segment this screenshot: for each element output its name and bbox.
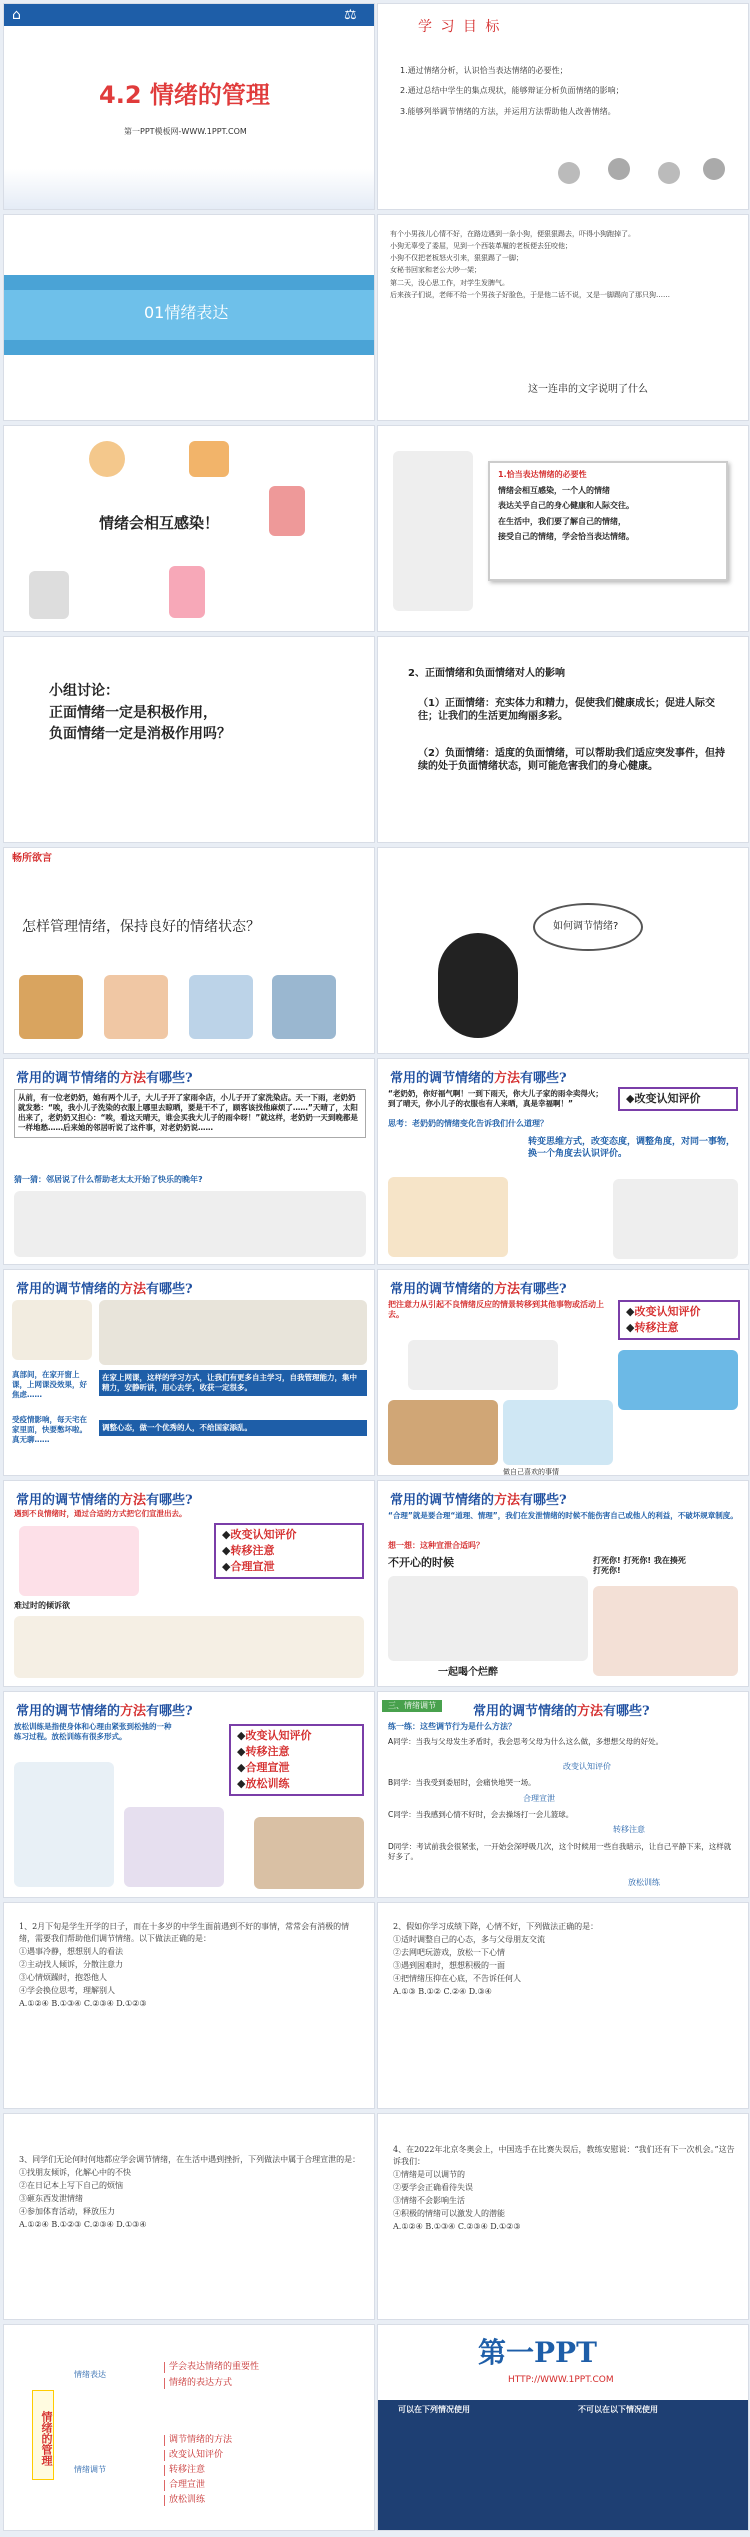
talking-image: [14, 1616, 364, 1678]
goal-1: 1.通过情绪分析，认识恰当表达情绪的必要性；: [400, 66, 568, 75]
dog-photo: [19, 975, 83, 1039]
practice-item-d: D同学：考试前我会很紧张，一开始会深呼吸几次，这个时候用一些自我暗示，让自己平静下来，这样就好多了。: [388, 1842, 732, 1861]
quiz4-choices: A.①②④ B.①③④ C.②③④ D.①②③: [393, 2222, 521, 2231]
yoga-image: [124, 1807, 224, 1887]
guess-question: 猜一猜：邻居说了什么帮助老太太开始了快乐的晚年?: [14, 1175, 203, 1184]
method-box: ◆ 改变认知评价: [618, 1087, 738, 1111]
story-item-2: 小狗无辜受了委屈，见到一个西装革履的老板便去狂咬他；: [390, 242, 572, 251]
man-image: [269, 486, 305, 536]
answer-a: 改变认知评价: [563, 1762, 611, 1771]
slide-summary: [3, 2324, 375, 2531]
quiz1-option-2: ②主动找人倾诉，分散注意力: [19, 1960, 123, 1969]
section-title: 01情绪表达: [144, 303, 229, 322]
breathing-image: [14, 1762, 114, 1887]
slide-reasonable-venting: [377, 1480, 749, 1687]
slide-brand: [377, 2324, 749, 2531]
story-item-4: 女秘书回家和老公大吵一架；: [390, 266, 481, 275]
girl-photo: [189, 975, 253, 1039]
quiz3-option-4: ④参加体育活动，释放压力: [19, 2207, 115, 2216]
methods-header: 常用的调节情绪的方法有哪些?: [473, 1704, 650, 1719]
slide-story: [377, 214, 749, 421]
quiz2-option-1: ①适时调整自己的心态，多与父母朋友交流: [393, 1935, 545, 1944]
slide-quiz-1: [3, 1902, 375, 2109]
beach-image: [618, 1350, 738, 1410]
reasonable-think: 想一想：这种宣泄合适吗？: [388, 1541, 484, 1550]
leaf-expression-2: 情绪的表达方式: [164, 2378, 232, 2389]
goal-2: 2.通过总结中学生的集点现状，能够辩证分析负面情绪的影响；: [400, 86, 624, 96]
slide-practice: [377, 1691, 749, 1898]
drunk-text: 一起喝个烂醉: [438, 1667, 498, 1678]
story-item-3: 小狗不仅把老板怒火引来，狠狠踢了一脚；: [390, 254, 523, 263]
adjust-mindset: 调整心态，做一个优秀的人，不给国家添乱。: [99, 1420, 367, 1436]
answer-b: 合理宣泄: [523, 1794, 555, 1803]
impact-heading: 2、正面情绪和负面情绪对人的影响: [408, 668, 565, 679]
boy-image: [89, 441, 125, 477]
practice-item-a: A同学：当我与父母发生矛盾时，我会思考父母为什么这么做，多想想父母的好处。: [388, 1737, 664, 1746]
methods-header: 常用的调节情绪的方法有哪些?: [16, 1493, 193, 1508]
dog-image: [189, 441, 229, 477]
woman-image: [29, 571, 69, 619]
slide-discussion: [3, 636, 375, 843]
methods-header: 常用的调节情绪的方法有哪些?: [390, 1282, 567, 1297]
relaxation-lead: 放松训练是指使身体和心理由紧张到松弛的一种练习过程。放松训练有很多形式。: [14, 1722, 172, 1741]
slide-venting: [3, 1480, 375, 1687]
page-title: 4.2 情绪的管理: [99, 81, 270, 109]
figures-image: [548, 154, 738, 194]
mickey-bubble: 如何调节情绪?: [553, 921, 619, 932]
quiz4-option-3: ③情绪不会影响生活: [393, 2196, 465, 2205]
baby-photo: [104, 975, 168, 1039]
necessity-title: 1.恰当表达情绪的必要性: [498, 470, 587, 479]
practice-question: 练一练：这些调节行为是什么方法？: [388, 1722, 516, 1731]
quiz4-option-1: ①情绪是可以调节的: [393, 2170, 465, 2179]
slide-necessity: [377, 425, 749, 632]
notebook-image: [99, 1300, 367, 1365]
hobby-image: [408, 1340, 558, 1390]
quiz1-choices: A.①②④ B.①③④ C.②③④ D.①②③: [19, 1999, 147, 2008]
practice-section: 三、情绪调节: [382, 1700, 442, 1712]
quiz2-option-3: ③遇到困难时，想想积极的一面: [393, 1961, 505, 1970]
slide-reframe: [377, 1058, 749, 1265]
slide-methods-story: [3, 1058, 375, 1265]
leaf-expression-1: 学会表达情绪的重要性: [164, 2362, 259, 2373]
venting-bottom: 难过时的倾诉欲: [14, 1601, 70, 1610]
distraction-lead: 把注意力从引起不良情绪反应的情景转移到其他事物或活动上去。: [388, 1300, 604, 1320]
slide-open-talk: [3, 847, 375, 1054]
faces-image: [613, 1179, 738, 1259]
brand-col1: 可以在下列情况使用: [398, 2405, 470, 2414]
unhappy-label: 不开心的时候: [388, 1556, 454, 1569]
goal-3: 3.能够列举调节情绪的方法，并运用方法帮助他人改善情绪。: [400, 106, 616, 116]
quiz1-question: 1、2月下旬是学生开学的日子，而在十多岁的中学生面前遇到不好的事情，常常会有消极的情绪，需要我们帮助他们调节情绪。以下做法正确的是：: [19, 1922, 350, 1943]
crying-image: [19, 1526, 139, 1596]
quiz3-option-3: ③砸东西发泄情绪: [19, 2194, 83, 2203]
impact-positive: （1）正面情绪：充实体力和精力，促使我们健康成长；促进人际交往；让我们的生活更加绚丽多彩。: [418, 698, 715, 722]
brand-logo: 第一PPT: [478, 2336, 597, 2369]
stay-home-complaint: 受疫情影响，每天宅在家里面，快要憋坏啦。真无聊……: [12, 1415, 87, 1444]
necessity-line-4: 接受自己的情绪，学会恰当表达情绪。: [498, 532, 634, 542]
quiz3-option-2: ②在日记本上写下自己的烦恼: [19, 2181, 123, 2190]
open-talk-tag: 畅所欲言: [12, 853, 52, 864]
quiz3-option-1: ①找朋友倾诉，化解心中的不快: [19, 2168, 131, 2177]
quiz2-choices: A.①③ B.①② C.②④ D.③④: [393, 1987, 492, 1996]
leaf-regulation-2: 转移注意: [164, 2465, 205, 2476]
hitting-image: [593, 1586, 738, 1676]
practice-item-c: C同学：当我感到心情不好时，会去操场打一会儿篮球。: [388, 1810, 574, 1819]
method-box: ◆ 改变认知评价 ◆ 转移注意: [618, 1300, 740, 1340]
quiz4-option-4: ④积极的情绪可以激发人的潜能: [393, 2209, 505, 2218]
subtitle: 第一PPT模板网-WWW.1PPT.COM: [124, 127, 247, 136]
drinking-image: [388, 1576, 588, 1661]
study-image: [12, 1300, 92, 1360]
comic-image: [14, 1191, 366, 1257]
mickey-image: [438, 933, 518, 1038]
methods-header: 常用的调节情绪的方法有哪些?: [16, 1071, 193, 1086]
seal-photo: [272, 975, 336, 1039]
methods-header: 常用的调节情绪的方法有哪些?: [16, 1704, 193, 1719]
hit-text: 打死你! 打死你! 我在揍死打死你!: [593, 1556, 686, 1576]
quiz4-option-2: ②要学会正确看待失误: [393, 2183, 473, 2192]
quiz2-option-2: ②去网吧玩游戏，放松一下心情: [393, 1948, 505, 1957]
positive-reframe: 在家上网课，这样的学习方式，让我们有更多自主学习，自我管理能力，集中精力，安静听讲，用心去学，收获一定很多。: [99, 1370, 367, 1396]
branch-expression: 情绪表达: [74, 2370, 106, 2379]
slide-quiz-4: [377, 2113, 749, 2320]
methods-header: 常用的调节情绪的方法有哪些?: [390, 1493, 567, 1508]
slide-mickey: [377, 847, 749, 1054]
slide-goals: [377, 3, 749, 210]
story-caption: 这一连串的文字说明了什么: [528, 384, 648, 395]
slide-quiz-3: [3, 2113, 375, 2320]
necessity-line-2: 表达关乎自己的身心健康和人际交往。: [498, 501, 634, 511]
discussion-label: 小组讨论：: [49, 683, 119, 699]
quiz3-question: 3、同学们无论何时何地都应学会调节情绪，在生活中遇到挫折，下列做法中属于合理宣泄的是：: [19, 2155, 361, 2164]
slide-distraction: [377, 1269, 749, 1476]
quiz4-question: 4、在2022年北京冬奥会上，中国选手在比赛失误后，教练安慰说：“我们还有下一次机会。”这告诉我们：: [393, 2145, 735, 2166]
leaf-regulation-4: 放松训练: [164, 2495, 205, 2506]
venting-lead: 遇到不良情绪时，通过合适的方式把它们宣泄出去。: [14, 1509, 187, 1518]
open-talk-question: 怎样管理情绪，保持良好的情绪状态？: [22, 919, 260, 935]
slide-home-study: [3, 1269, 375, 1476]
quiz2-question: 2、假如你学习成绩下降，心情不好，下列做法正确的是：: [393, 1922, 599, 1931]
neighbor-words: “老奶奶，你好福气啊！一到下雨天，你大儿子家的雨伞卖得火；到了晴天，你小儿子的衣服也有人来晒，真是幸福啊！”: [388, 1089, 603, 1108]
brand-url[interactable]: HTTP://WWW.1PPT.COM: [508, 2375, 614, 2385]
methods-header: 常用的调节情绪的方法有哪些?: [16, 1282, 193, 1297]
slide-quiz-2: [377, 1902, 749, 2109]
quiz1-option-3: ③心情烦躁时，抱怨他人: [19, 1973, 107, 1982]
quiz1-option-4: ④学会换位思考，理解别人: [19, 1986, 115, 1995]
slide-impact: [377, 636, 749, 843]
story-item-6: 后来孩子们说，老师不给一个男孩子好脸色，于是他二话不说，又是一脚踢向了那只狗……: [390, 290, 670, 299]
method-box: ◆ 改变认知评价 ◆ 转移注意 ◆ 合理宣泄: [214, 1523, 364, 1579]
goals-heading: 学 习 目 标: [418, 19, 502, 35]
quiz2-option-4: ④把情绪压抑在心底，不告诉任何人: [393, 1974, 521, 1983]
study-complaint: 真部间，在家开窗上课，上网课没效果，好焦虑……: [12, 1370, 87, 1399]
think-question: 思考：老奶奶的情绪变化告诉我们什么道理？: [388, 1119, 548, 1128]
answer-c: 转移注意: [613, 1825, 645, 1834]
branch-regulation: 情绪调节: [74, 2465, 106, 2474]
methods-header: 常用的调节情绪的方法有哪些?: [390, 1071, 567, 1086]
figure-image: [393, 451, 473, 611]
quiz3-choices: A.①②④ B.①②③ C.②③④ D.①③④: [19, 2220, 147, 2229]
leaf-regulation-3: 合理宣泄: [164, 2480, 205, 2491]
girl-image: [169, 566, 205, 618]
discussion-line-2: 负面情绪一定是消极作用吗？: [49, 726, 231, 743]
answer-d: 放松训练: [628, 1878, 660, 1887]
leaf-regulation-1: 改变认知评价: [164, 2450, 223, 2461]
scale-icon: ⚖: [344, 7, 357, 23]
slide-contagion: [3, 425, 375, 632]
slide-title: [3, 3, 375, 210]
diagram-image: [388, 1177, 508, 1257]
story-item-5: 第二天，没心思工作，对学生发脾气。: [390, 278, 509, 287]
practice-item-b: B同学：当我受到委屈时，会痛快地哭一场。: [388, 1778, 536, 1787]
contagion-text: 情绪会相互感染！: [99, 514, 220, 532]
story-item-1: 有个小男孩儿心情不好，在路边遇到一条小狗，便狠狠踢去，吓得小狗跑掉了。: [390, 230, 635, 238]
summary-root: 情绪的管理: [32, 2390, 54, 2480]
leaf-regulation-title: 调节情绪的方法: [164, 2435, 232, 2446]
dog-image: [254, 1817, 364, 1889]
necessity-line-1: 情绪会相互感染，一个人的情绪: [498, 485, 610, 495]
piano-image: [388, 1400, 498, 1465]
think-answer: 转变思维方式，改变态度，调整角度，对同一事物，换一个角度去认识评价。: [528, 1137, 736, 1159]
kite-image: [503, 1400, 613, 1465]
quiz1-option-1: ①遇事冷静，想想别人的看法: [19, 1947, 123, 1956]
slide-relaxation: [3, 1691, 375, 1898]
grandma-story: 从前，有一位老奶奶，她有两个儿子，大儿子开了家雨伞店，小儿子开了家洗染店。天一下雨，老奶奶就发愁：“唉，我小儿子洗染的衣服上哪里去晾晒，要是干不了，顾客该找他麻烦了……”天晴了，太阳出来了，老奶奶又担心：“唉，看这天晴天，谁会买我大儿子的雨伞呀！”就这样，老奶奶一天到晚都是一样地愁……后来她的邻居听说了这件事，对老奶奶说……: [14, 1089, 366, 1138]
necessity-line-3: 在生活中，我们要了解自己的情绪，: [498, 516, 626, 526]
method-box: ◆ 改变认知评价 ◆ 转移注意 ◆ 合理宣泄 ◆ 放松训练: [229, 1724, 364, 1796]
reasonable-lead: “合理”就是要合理“道理、情理”，我们在发泄情绪的时候不能伤害自己或他人的利益，不破坏规章制度。: [388, 1511, 738, 1520]
slide-section-1: [3, 214, 375, 421]
brand-col2: 不可以在以下情况使用: [578, 2405, 658, 2414]
home-icon: ⌂: [12, 7, 21, 23]
hobby-caption: 做自己喜欢的事情: [503, 1468, 559, 1476]
discussion-line-1: 正面情绪一定是积极作用，: [49, 704, 217, 721]
impact-negative: （2）负面情绪：适度的负面情绪，可以帮助我们适应突发事件，但持续的处于负面情绪状态，则可能危害我们的身心健康。: [418, 748, 725, 772]
